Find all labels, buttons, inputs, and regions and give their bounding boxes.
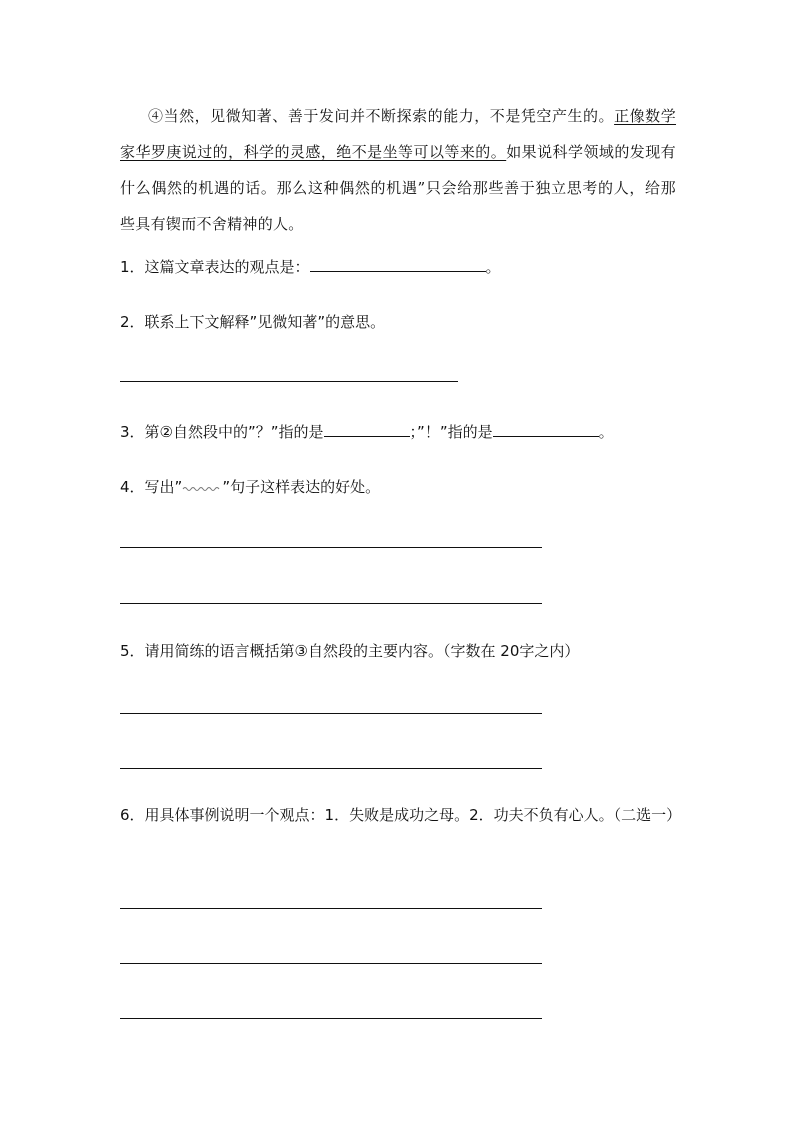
question-1-answer-blank[interactable] (310, 257, 486, 272)
question-6-answer-line-2[interactable] (120, 963, 542, 964)
question-2-answer-line[interactable] (120, 381, 458, 382)
question-5-text-end: 自然段的主要内容。（字数在 20字之内） (308, 642, 580, 660)
question-4-text-end: ”句子这样表达的好处。 (222, 478, 381, 496)
question-6-answer-line-3[interactable] (120, 1018, 542, 1019)
question-6 (120, 797, 680, 833)
question-4-answer-line-1[interactable] (120, 547, 542, 548)
passage-paragraph-4 (120, 98, 676, 242)
passage-sentence-1: 当然，见微知著、善于发问并不断探索的能力，不是凭空产生的。 (163, 107, 615, 125)
wavy-underline-placeholder (182, 484, 222, 492)
question-4-answer-line-2[interactable] (120, 603, 542, 604)
question-1 (120, 256, 501, 278)
question-2-text: 2．联系上下文解释”见微知著”的意思。 (120, 313, 386, 331)
question-3-text-sep: ；”！”指的是 (409, 423, 493, 441)
question-3 (120, 421, 614, 443)
question-3-text-mid: 自然段中的”？”指的是 (173, 423, 324, 441)
question-1-text: 1．这篇文章表达的观点是： (120, 258, 310, 276)
passage-underlined-quote: 正像数学家华罗庚说过的，科学的灵感，绝不是坐等可以等来的。 (120, 107, 677, 161)
question-4-text-start: 4．写出” (120, 478, 183, 496)
question-3-answer-blank-1[interactable] (324, 422, 410, 437)
question-5 (120, 640, 579, 662)
question-3-end: 。 (598, 423, 614, 441)
question-3-answer-blank-2[interactable] (493, 422, 599, 437)
question-6-answer-line-1[interactable] (120, 908, 542, 909)
passage-sentence-3: 如果说科学领域的发现有什么偶然的机遇的话。那么这种偶然的机遇”只会给那些善于独立思考的人，给那些具有锲而不舍精神的人。 (120, 143, 676, 233)
question-1-end: 。 (485, 258, 501, 276)
question-5-answer-line-1[interactable] (120, 713, 542, 714)
circled-number: ③ (294, 642, 308, 660)
circled-number: ② (159, 423, 173, 441)
question-3-text-start: 3．第 (120, 423, 160, 441)
question-4 (120, 476, 380, 498)
question-5-text-start: 5．请用简练的语言概括第 (120, 642, 295, 660)
question-2 (120, 311, 385, 333)
paragraph-marker: ④ (148, 107, 164, 125)
question-6-text: 6．用具体事例说明一个观点：1．失败是成功之母。2．功夫不负有心人。（二选一） (120, 806, 682, 824)
question-5-answer-line-2[interactable] (120, 768, 542, 769)
